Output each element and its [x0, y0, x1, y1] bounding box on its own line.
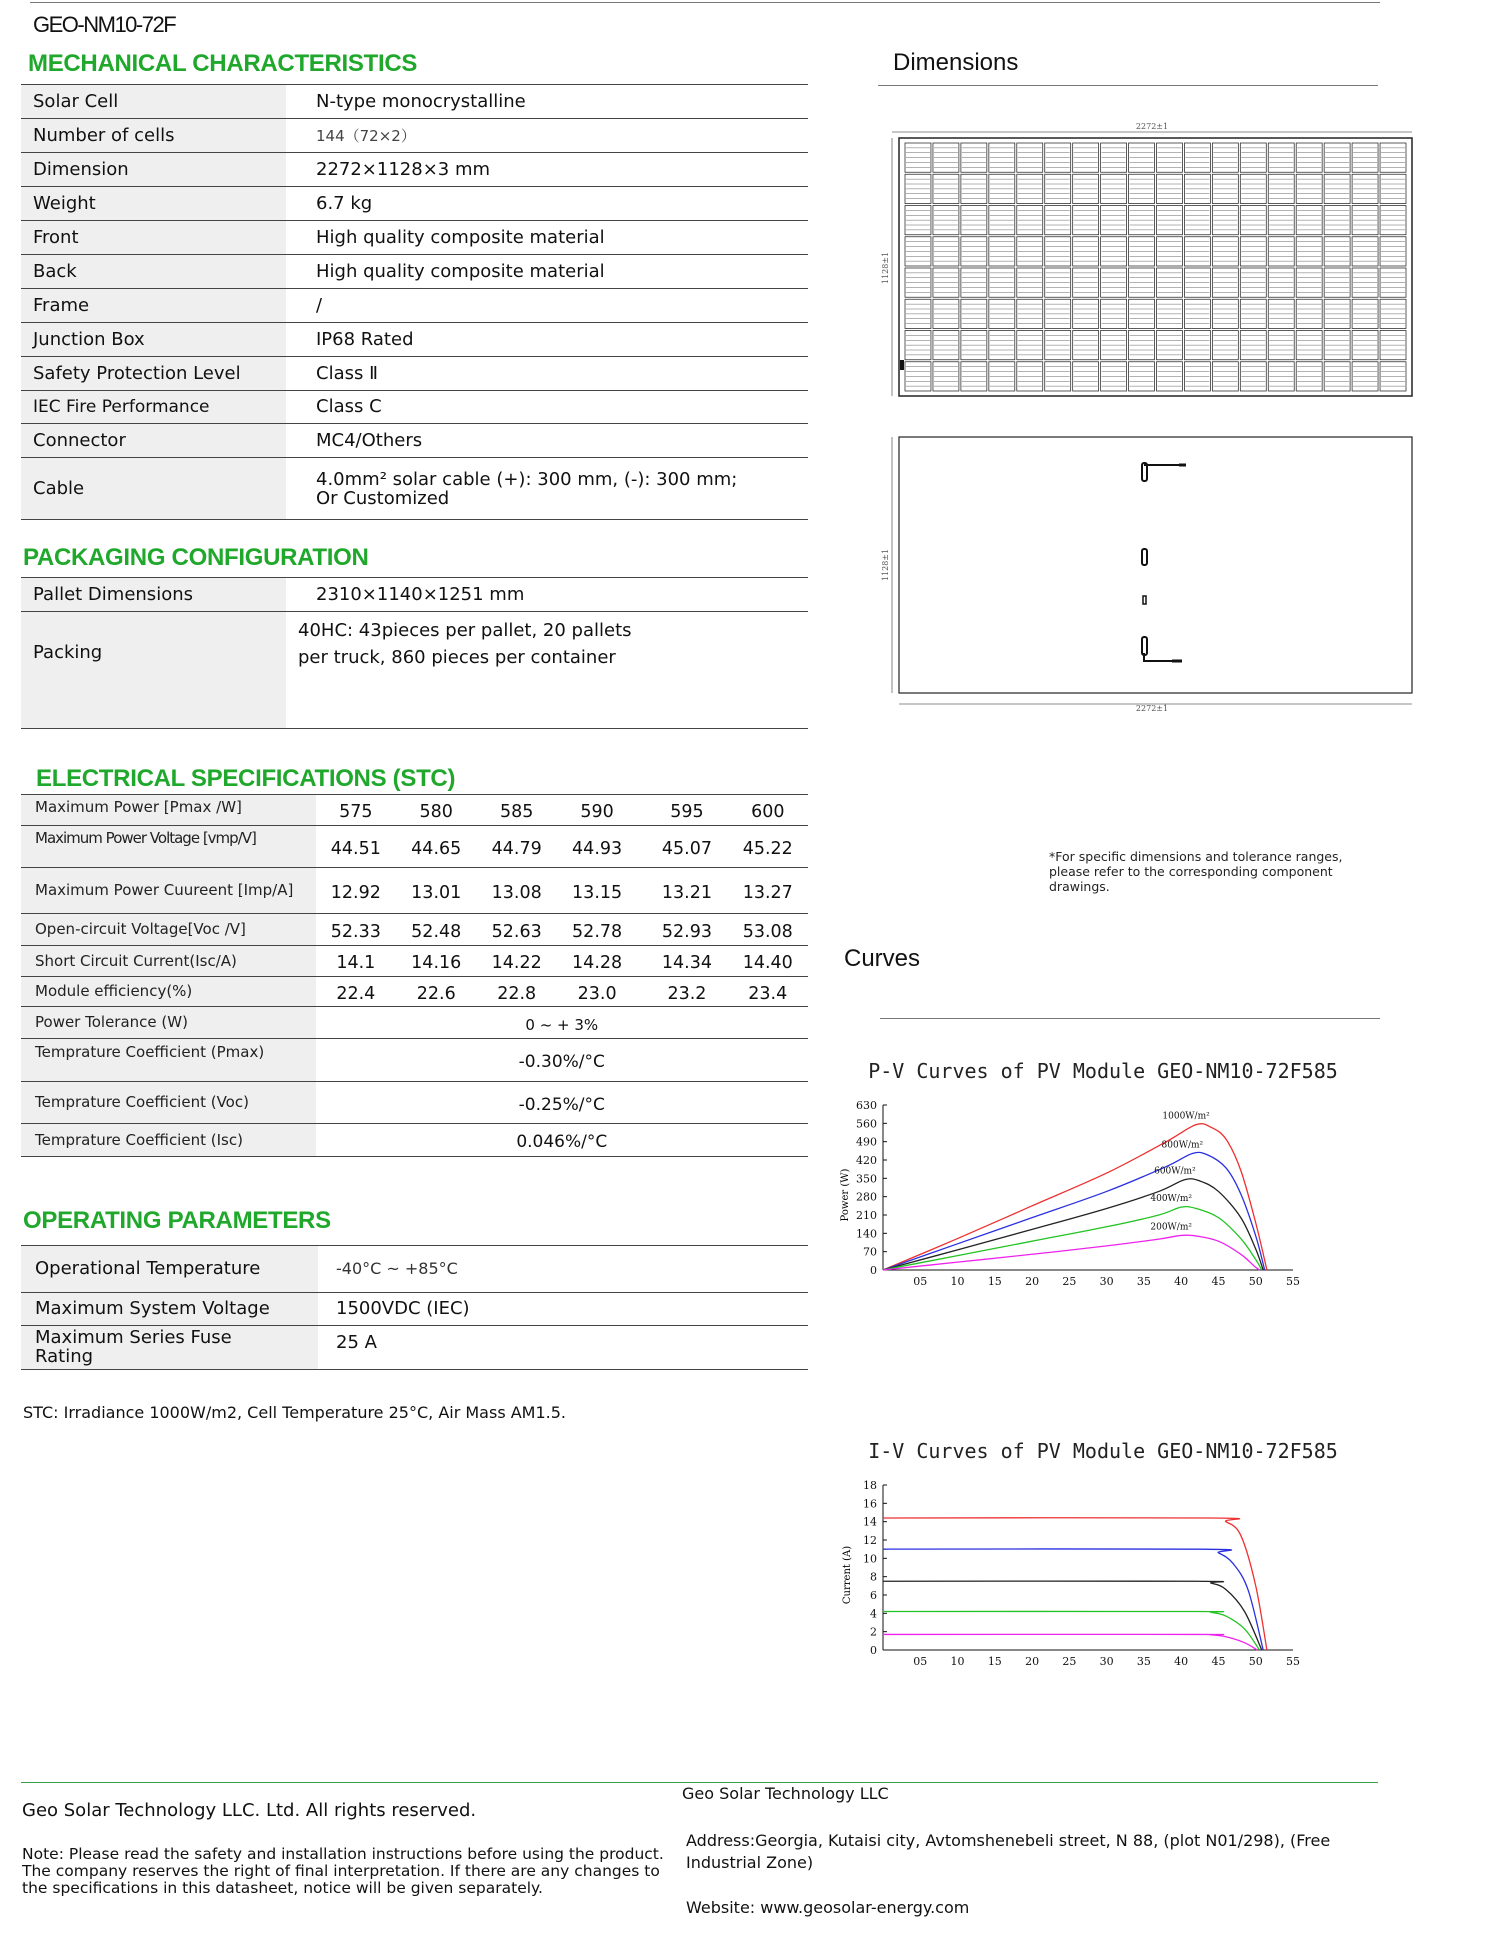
elec-key: Module efficiency(%)	[21, 976, 316, 1006]
table-row	[21, 913, 808, 945]
elec-value: 52.33	[316, 913, 396, 945]
model-code: GEO-NM10-72F	[33, 12, 176, 37]
electrical-table	[21, 795, 808, 1157]
series-label: 200W/m²	[1150, 1222, 1192, 1233]
op-fuse-key-line-2: Rating	[35, 1346, 94, 1367]
packing-line-2: per truck, 860 pieces per container	[298, 646, 616, 668]
spec-key: Weight	[21, 187, 286, 221]
y-tick-label: 280	[856, 1190, 877, 1204]
dimensions-rule	[878, 85, 1378, 86]
front-view-drawing	[882, 118, 1422, 408]
packing-line-1: 40HC: 43pieces per pallet, 20 pallets	[298, 619, 632, 641]
packing-key	[21, 611, 286, 728]
elec-key: Maximum Power Voltage [vmp/V]	[21, 825, 316, 867]
spec-key: Back	[21, 254, 286, 288]
footer-company: Geo Solar Technology LLC	[682, 1784, 889, 1803]
series-line	[883, 1634, 1257, 1650]
footer-address: Address:Georgia, Kutaisi city, Avtomshenebeli street, N 88, (plot N01/298), (Free Industrial Zone)	[686, 1831, 1331, 1872]
spec-key: Solar Cell	[21, 85, 286, 119]
elec-key: Open-circuit Voltage[Voc /V]	[21, 913, 316, 945]
elec-value: 13.27	[728, 867, 808, 913]
table-row	[21, 119, 808, 153]
series-line	[883, 1581, 1262, 1650]
elec-value: 595	[637, 795, 727, 825]
spec-key: Number of cells	[21, 119, 286, 153]
table-row	[21, 795, 808, 825]
table-row	[21, 322, 808, 356]
elec-value: 23.2	[637, 976, 727, 1006]
spec-value: Class Ⅱ	[286, 356, 808, 390]
elec-value: 14.34	[637, 945, 727, 976]
series-label: 400W/m²	[1150, 1194, 1192, 1205]
iv-chart-title: I-V Curves of PV Module GEO-NM10-72F585	[868, 1439, 1338, 1463]
spec-key: Connector	[21, 424, 286, 458]
table-row	[21, 356, 808, 390]
elec-value: 13.01	[396, 867, 476, 913]
spec-value: 6.7 kg	[286, 187, 808, 221]
electrical-title: ELECTRICAL SPECIFICATIONS (STC)	[36, 765, 456, 792]
x-tick-label: 05	[913, 1275, 928, 1288]
x-tick-label: 15	[987, 1655, 1002, 1668]
spec-value: MC4/Others	[286, 424, 808, 458]
table-row	[21, 1123, 808, 1156]
coef-pmax-value: -0.30%/°C	[316, 1038, 808, 1081]
op-fuse-key	[21, 1325, 318, 1369]
mechanical-title: MECHANICAL CHARACTERISTICS	[28, 50, 418, 77]
x-tick-label: 50	[1248, 1275, 1263, 1288]
series-label: 1000W/m²	[1162, 1111, 1210, 1122]
elec-value: 14.16	[396, 945, 476, 976]
y-tick-label: 4	[870, 1607, 877, 1621]
elec-value: 580	[396, 795, 476, 825]
spec-key: Safety Protection Level	[21, 356, 286, 390]
spec-value: 2272×1128×3 mm	[286, 153, 808, 187]
iv-chart	[838, 1435, 1418, 1755]
table-row	[21, 458, 808, 520]
table-row	[21, 945, 808, 976]
spec-value	[286, 458, 808, 520]
coef-isc-value: 0.046%/°C	[316, 1123, 808, 1156]
elec-value: 52.78	[557, 913, 637, 945]
y-tick-label: 350	[856, 1172, 877, 1186]
pallet-key: Pallet Dimensions	[21, 578, 286, 611]
back-view-drawing	[882, 435, 1422, 715]
packing-value	[286, 611, 808, 728]
dimensions-title: Dimensions	[893, 49, 1019, 76]
tolerance-value: 0 ~ + 3%	[316, 1006, 808, 1038]
y-tick-label: 16	[863, 1497, 877, 1511]
op-temp-value: -40°C ~ +85°C	[318, 1246, 808, 1292]
spec-key: Cable	[21, 458, 286, 520]
elec-value: 23.0	[557, 976, 637, 1006]
x-tick-label: 55	[1286, 1655, 1300, 1668]
x-tick-label: 40	[1174, 1655, 1189, 1668]
table-row	[21, 578, 808, 611]
pv-chart	[838, 1055, 1418, 1375]
spec-value: 144（72×2）	[286, 119, 808, 153]
elec-value: 13.15	[557, 867, 637, 913]
y-tick-label: 8	[870, 1570, 877, 1584]
y-tick-label: 18	[863, 1479, 877, 1492]
table-row	[21, 976, 808, 1006]
height-dim-label: 1128±1	[881, 251, 890, 285]
dimensions-note: *For specific dimensions and tolerance ranges, please refer to the corresponding component drawings.	[1049, 849, 1343, 894]
coef-pmax-key: Temprature Coefficient (Pmax)	[21, 1038, 316, 1081]
table-row	[21, 288, 808, 322]
spec-key: IEC Fire Performance	[21, 390, 286, 424]
x-tick-label: 15	[987, 1275, 1002, 1288]
cable-line-2: Or Customized	[316, 487, 450, 509]
width-dim-label: 2272±1	[1135, 122, 1169, 131]
spec-value: High quality composite material	[286, 221, 808, 255]
elec-value: 22.4	[316, 976, 396, 1006]
elec-value: 585	[476, 795, 556, 825]
x-tick-label: 50	[1248, 1655, 1263, 1668]
x-tick-label: 35	[1136, 1655, 1151, 1668]
elec-value: 600	[728, 795, 808, 825]
y-tick-label: 0	[870, 1264, 877, 1277]
op-fuse-key-line-1: Maximum Series Fuse	[35, 1327, 232, 1348]
x-tick-label: 40	[1174, 1275, 1189, 1288]
spec-value: High quality composite material	[286, 254, 808, 288]
elec-value: 44.65	[396, 825, 476, 867]
table-row	[21, 1006, 808, 1038]
elec-value: 14.40	[728, 945, 808, 976]
series-line	[883, 1152, 1265, 1270]
elec-value: 52.93	[637, 913, 727, 945]
op-volt-key: Maximum System Voltage	[21, 1292, 318, 1325]
y-tick-label: 420	[856, 1154, 877, 1167]
series-line	[883, 1235, 1259, 1270]
back-height-label: 1128±1	[881, 548, 890, 582]
x-tick-label: 20	[1025, 1275, 1040, 1288]
elec-value: 52.63	[476, 913, 556, 945]
op-fuse-value: 25 A	[318, 1325, 808, 1369]
pallet-value: 2310×1140×1251 mm	[286, 578, 808, 611]
elec-value: 14.22	[476, 945, 556, 976]
elec-value: 14.1	[316, 945, 396, 976]
y-tick-label: 140	[856, 1227, 877, 1241]
packaging-title: PACKAGING CONFIGURATION	[23, 544, 369, 571]
footer-website: Website: www.geosolar-energy.com	[686, 1898, 970, 1917]
elec-key: Short Circuit Current(Isc/A)	[21, 945, 316, 976]
table-row	[21, 390, 808, 424]
series-line	[883, 1518, 1267, 1650]
stc-note: STC: Irradiance 1000W/m2, Cell Temperature 25°C, Air Mass AM1.5.	[23, 1403, 567, 1422]
cable-line-1: 4.0mm² solar cable (+): 300 mm, (-): 300 mm;	[316, 468, 738, 490]
junction-mark	[900, 360, 904, 370]
table-row	[21, 1325, 808, 1369]
y-tick-label: 490	[856, 1135, 877, 1149]
table-row	[21, 1038, 808, 1081]
operating-table	[21, 1246, 808, 1370]
back-outline	[899, 437, 1412, 693]
elec-value: 45.07	[637, 825, 727, 867]
elec-value: 53.08	[728, 913, 808, 945]
table-row	[21, 867, 808, 913]
elec-key: Maximum Power Cuureent [Imp/A]	[21, 867, 316, 913]
y-tick-label: 12	[863, 1534, 877, 1547]
elec-value: 23.4	[728, 976, 808, 1006]
elec-value: 575	[316, 795, 396, 825]
x-tick-label: 20	[1025, 1655, 1040, 1668]
elec-value: 52.48	[396, 913, 476, 945]
x-tick-label: 25	[1062, 1655, 1077, 1668]
spec-key: Front	[21, 221, 286, 255]
op-temp-key: Operational Temperature	[21, 1246, 318, 1292]
footer-note: Note: Please read the safety and installation instructions before using the product. The company reserves the right of final interpretation. If there are any changes to the specifications in this datasheet, notice will be given separately.	[22, 1845, 664, 1897]
series-line	[883, 1179, 1263, 1270]
x-tick-label: 25	[1062, 1275, 1077, 1288]
tolerance-key: Power Tolerance (W)	[21, 1006, 316, 1038]
back-width-label: 2272±1	[1135, 704, 1169, 713]
y-tick-label: 560	[856, 1117, 877, 1131]
table-row	[21, 187, 808, 221]
series-line	[883, 1611, 1259, 1650]
spec-key: Junction Box	[21, 322, 286, 356]
packing-key-label: Packing	[33, 641, 103, 663]
x-tick-label: 55	[1286, 1275, 1300, 1288]
spec-value: IP68 Rated	[286, 322, 808, 356]
series-line	[883, 1207, 1262, 1270]
table-row	[21, 1246, 808, 1292]
table-row	[21, 254, 808, 288]
elec-value: 44.79	[476, 825, 556, 867]
elec-value: 13.21	[637, 867, 727, 913]
elec-value: 44.51	[316, 825, 396, 867]
table-row	[21, 1081, 808, 1123]
pv-ylabel: Power (W)	[840, 1168, 851, 1222]
top-rule	[30, 2, 1380, 3]
spec-value: N-type monocrystalline	[286, 85, 808, 119]
spec-value: /	[286, 288, 808, 322]
x-tick-label: 05	[913, 1655, 928, 1668]
table-row	[21, 85, 808, 119]
table-row	[21, 825, 808, 867]
elec-value: 13.08	[476, 867, 556, 913]
series-label: 600W/m²	[1154, 1166, 1196, 1177]
coef-isc-key: Temprature Coefficient (Isc)	[21, 1123, 316, 1156]
x-tick-label: 10	[950, 1655, 965, 1668]
elec-value: 22.6	[396, 976, 476, 1006]
table-row	[21, 611, 808, 728]
curves-rule	[880, 1018, 1380, 1019]
x-tick-label: 45	[1211, 1275, 1226, 1288]
x-tick-label: 45	[1211, 1655, 1226, 1668]
elec-value: 45.22	[728, 825, 808, 867]
operating-title: OPERATING PARAMETERS	[23, 1207, 331, 1234]
elec-value: 44.93	[557, 825, 637, 867]
mechanical-table	[21, 85, 808, 520]
elec-key: Maximum Power [Pmax /W]	[21, 795, 316, 825]
series-line	[883, 1124, 1267, 1270]
curves-title: Curves	[844, 945, 921, 972]
y-tick-label: 2	[870, 1625, 877, 1639]
packaging-table	[21, 578, 808, 729]
pv-chart-title: P-V Curves of PV Module GEO-NM10-72F585	[868, 1059, 1338, 1083]
elec-value: 22.8	[476, 976, 556, 1006]
y-tick-label: 70	[863, 1245, 877, 1259]
spec-value: Class C	[286, 390, 808, 424]
y-tick-label: 10	[863, 1552, 877, 1566]
copyright: Geo Solar Technology LLC. Ltd. All rights reserved.	[22, 1800, 477, 1821]
y-tick-label: 0	[870, 1644, 877, 1657]
x-tick-label: 10	[950, 1275, 965, 1288]
y-tick-label: 630	[856, 1099, 877, 1112]
x-tick-label: 30	[1099, 1655, 1114, 1668]
table-row	[21, 1292, 808, 1325]
elec-value: 590	[557, 795, 637, 825]
x-tick-label: 30	[1099, 1275, 1114, 1288]
coef-voc-key: Temprature Coefficient (Voc)	[21, 1081, 316, 1123]
op-volt-value: 1500VDC (IEC)	[318, 1292, 808, 1325]
iv-ylabel: Current (A)	[842, 1545, 853, 1605]
y-tick-label: 6	[870, 1589, 877, 1602]
spec-key: Dimension	[21, 153, 286, 187]
spec-key: Frame	[21, 288, 286, 322]
table-row	[21, 221, 808, 255]
series-label: 800W/m²	[1161, 1140, 1204, 1151]
table-row	[21, 424, 808, 458]
elec-value: 14.28	[557, 945, 637, 976]
coef-voc-value: -0.25%/°C	[316, 1081, 808, 1123]
x-tick-label: 35	[1136, 1275, 1151, 1288]
table-row	[21, 153, 808, 187]
y-tick-label: 210	[856, 1209, 877, 1222]
y-tick-label: 14	[863, 1515, 877, 1529]
elec-value: 12.92	[316, 867, 396, 913]
footer-rule	[21, 1782, 1378, 1783]
